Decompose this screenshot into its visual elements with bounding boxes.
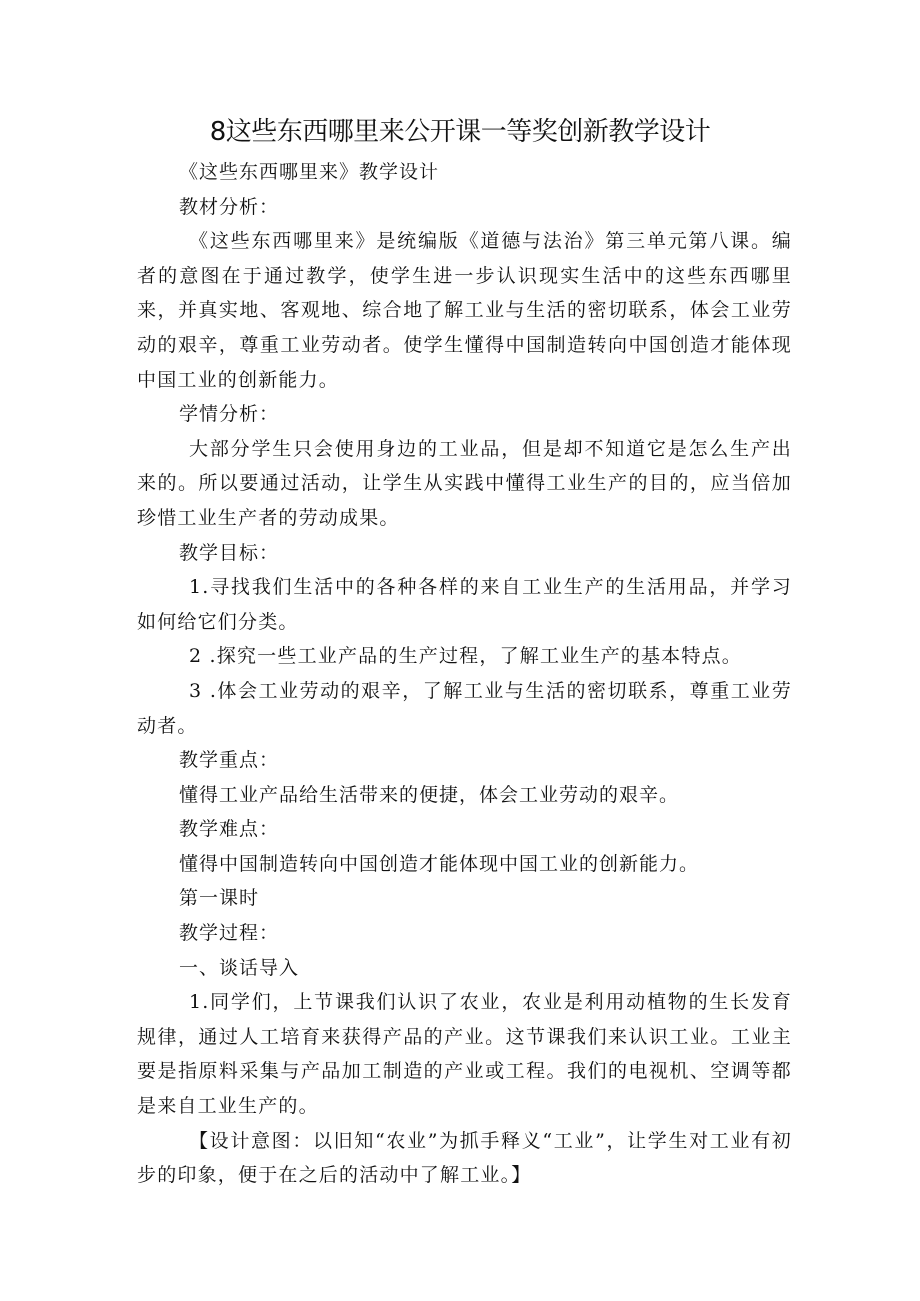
subtitle: 《这些东西哪里来》教学设计: [179, 161, 440, 183]
goal-item-1: 1.寻找我们生活中的各种各样的来自工业生产的生活用品，并学习如何给它们分类。: [137, 576, 792, 633]
goal-item-2: 2 .探究一些工业产品的生产过程，了解工业生产的基本特点。: [189, 645, 742, 668]
learner-heading: 学情分析：: [179, 403, 280, 426]
material-paragraph: 《这些东西哪里来》是统编版《道德与法治》第三单元第八课。编者的意图在于通过教学，使学生进一步认识现实生活中的这些东西哪里来，并真实地、客观地、综合地了解工业与生活的密切联系，体会工业劳动的艰辛，尊重工业劳动者。使学生懂得中国制造转向中国创造才能体现中国工业的创新能力。: [137, 230, 792, 391]
section-heading: 一、谈话导入: [179, 956, 300, 979]
difficulty-heading: 教学难点：: [179, 818, 280, 841]
goal-item-3: 3 .体会工业劳动的艰辛，了解工业与生活的密切联系，尊重工业劳动者。: [137, 679, 792, 737]
learner-paragraph: 大部分学生只会使用身边的工业品，但是却不知道它是怎么生产出来的。所以要通过活动，让学生从实践中懂得工业生产的目的，应当倍加珍惜工业生产者的劳动成果。: [137, 437, 792, 529]
key-points-text: 懂得工业产品给生活带来的便捷，体会工业劳动的艰辛。: [179, 783, 680, 806]
document-title: 8这些东西哪里来公开课一等奖创新教学设计: [209, 117, 711, 147]
difficulty-text: 懂得中国制造转向中国创造才能体现中国工业的创新能力。: [179, 852, 700, 875]
material-heading: 教材分析：: [179, 195, 280, 218]
lesson-label: 第一课时: [179, 887, 260, 910]
document-body: [137, 155, 792, 1193]
goals-heading: 教学目标：: [179, 541, 280, 564]
key-points-heading: 教学重点：: [179, 749, 280, 772]
process-heading: 教学过程：: [179, 922, 280, 945]
section-paragraph: 1.同学们，上节课我们认识了农业，农业是利用动植物的生长发育规律，通过人工培育来获得产品的产业。这节课我们来认识工业。工业主要是指原料采集与产品加工制造的产业或工程。我们的电视机、空调等都是来自工业生产的。: [137, 991, 792, 1118]
design-note: 【设计意图：以旧知“农业”为抓手释义“工业”，让学生对工业有初步的印象，便于在之后的活动中了解工业。】: [137, 1129, 792, 1187]
